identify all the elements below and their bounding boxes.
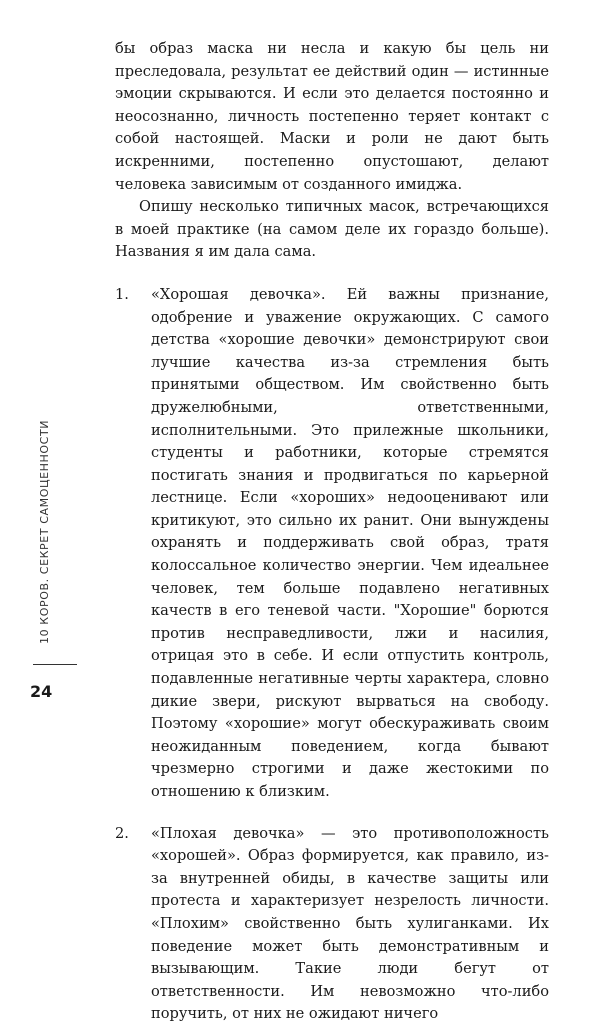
list-item-number: 1. — [115, 285, 129, 303]
body-text — [115, 38, 549, 1026]
page-number-rule — [33, 664, 77, 665]
page-number: 24 — [30, 682, 53, 701]
list-item-number: 2. — [115, 824, 129, 842]
paragraph: Опишу несколько типичных масок, встречающихся в моей практике (на самом деле их гораздо больше). Названия я им дала сама. — [115, 198, 549, 261]
list-item — [115, 284, 549, 804]
list-item-text: «Плохая девочка» — это противоположность «хорошей». Образ формируется, как правило, из-за внутренней обиды, в качестве защиты или протеста и характеризует незрелость личности. «Плохим» свойственно быть хулиганками. Их поведение может быть демонстративным и вызывающим. Такие люди бегут от ответственности. Им невозможно что-либо поручить, от них не ожидают ничего — [151, 824, 549, 1023]
paragraph: бы образ маска ни несла и какую бы цель ни преследовала, результат ее действий один — истинные эмоции скрываются. И если это делается постоянно и неосознанно, личность постепенно теряет контакт с собой настоящей. Маски и роли не дают быть искренними, постепенно опустошают, делают человека зависимым от созданного имиджа. — [115, 40, 549, 193]
mask-list — [115, 284, 549, 1026]
running-head: 10 КОРОВ. СЕКРЕТ САМОЦЕННОСТИ — [38, 419, 51, 644]
list-item — [115, 823, 549, 1026]
list-item-text: «Хорошая девочка». Ей важны признание, одобрение и уважение окружающих. С самого детства «хорошие девочки» демонстрируют свои лучшие качества из-за стремления быть принятыми обществом. Им свойственно быть дружелюбными, ответственными, исполнительными. Это прилежные школьники, студенты и работники, которые стремятся постигать знания и продвигаться по карьерной лестнице. Если «хороших» недооценивают или критикуют, это сильно их ранит. Они вынуждены охранять и поддерживать свой образ, тратя колоссальное количество энергии. Чем идеальнее человек, тем больше подавлено негативных качеств в его теневой части. "Хорошие" борются против несправедливости, лжи и насилия, отрицая это в себе. И если отпустить контроль, подавленные негативные черты характера, словно дикие звери, рискуют вырваться на свободу. Поэтому «хорошие» могут обескураживать своим неожиданным поведением, когда бывают чрезмерно строгими и даже жестокими по отношению к близким. — [151, 285, 549, 800]
